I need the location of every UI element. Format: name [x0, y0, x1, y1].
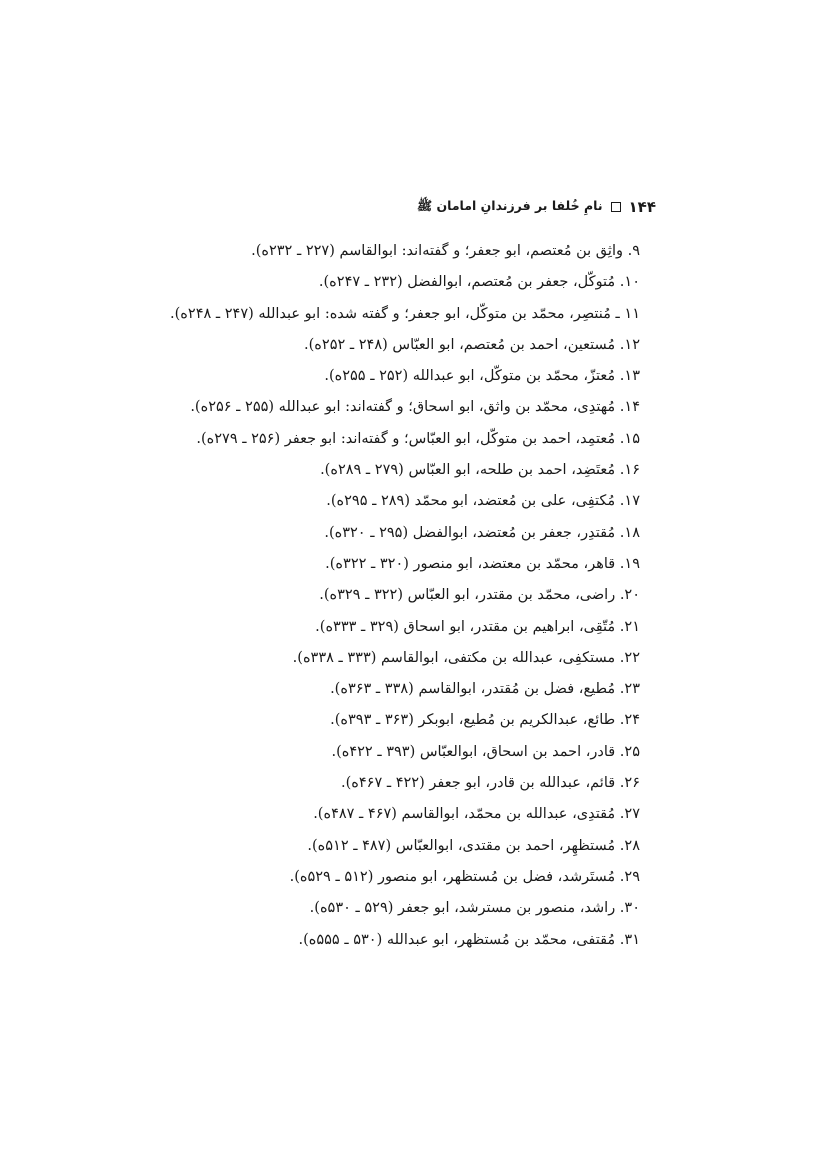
- list-item: ۱۷. مُکتفِی، علی بن مُعتضد، ابو محمّد (۲۸۹ ـ ۲۹۵ه).: [326, 493, 640, 510]
- list-item: ۱۲. مُستعین، احمد بن مُعتصم، ابو العبّاس (۲۴۸ ـ ۲۵۲ه).: [304, 336, 640, 353]
- page-header: [417, 196, 656, 218]
- caliphs-list: [170, 236, 640, 956]
- square-outline-icon: [611, 202, 621, 212]
- list-item: ۲۰. راضی، محمّد بن مقتدر، ابو العبّاس (۳۲۲ ـ ۳۲۹ه).: [319, 587, 640, 604]
- list-item: ۲۳. مُطیع، فضل بن مُقتدر، ابوالقاسم (۳۳۸ ـ ۳۶۳ه).: [330, 681, 640, 698]
- list-item: ۱۳. مُعتزّ، محمّد بن متوکّل، ابو عبدالله (۲۵۲ ـ ۲۵۵ه).: [324, 368, 640, 385]
- list-item: ۱۹. قاهر، محمّد بن معتضد، ابو منصور (۳۲۰ ـ ۳۲۲ه).: [325, 555, 640, 572]
- list-item: ۱۸. مُقتدِر، جعفر بن مُعتضد، ابوالفضل (۲۹۵ ـ ۳۲۰ه).: [324, 524, 640, 541]
- list-item: ۲۹. مُستَرشد، فضل بن مُستظهر، ابو منصور (۵۱۲ ـ ۵۲۹ه).: [289, 868, 640, 885]
- page-number: ۱۴۴: [628, 198, 656, 216]
- list-item: ۲۴. طائع، عبدالکریم بن مُطیع، ابوبکر (۳۶۳ ـ ۳۹۳ه).: [330, 712, 640, 729]
- list-item: ۲۷. مُقتدِی، عبدالله بن محمّد، ابوالقاسم (۴۶۷ ـ ۴۸۷ه).: [313, 806, 640, 823]
- list-item: ۲۸. مُستظهِر، احمد بن مقتدی، ابوالعبّاس (۴۸۷ ـ ۵۱۲ه).: [307, 837, 640, 854]
- list-item: ۳۱. مُقتفی، محمّد بن مُستظهر، ابو عبدالله (۵۳۰ ـ ۵۵۵ه).: [298, 931, 640, 948]
- list-item: ۳۰. راشد، منصور بن مسترشد، ابو جعفر (۵۲۹ ـ ۵۳۰ه).: [309, 900, 640, 917]
- running-title: نامِ خُلفا بر فرزندانِ امامان ﷺ: [417, 197, 603, 213]
- list-item: ۲۱. مُتّقِی، ابراهیم بن مقتدر، ابو اسحاق (۳۲۹ ـ ۳۳۳ه).: [315, 618, 640, 635]
- list-item: ۱۰. مُتوکّل، جعفر بن مُعتصم، ابوالفضل (۲۳۲ ـ ۲۴۷ه).: [318, 274, 640, 291]
- list-item: ۱۶. مُعتَضِد، احمد بن طلحه، ابو العبّاس (۲۷۹ ـ ۲۸۹ه).: [320, 462, 640, 479]
- list-item: ۲۲. مستکفِی، عبدالله بن مکتفی، ابوالقاسم (۳۳۳ ـ ۳۳۸ه).: [292, 649, 640, 666]
- list-item: ۲۶. قائم، عبدالله بن قادر، ابو جعفر (۴۲۲ ـ ۴۶۷ه).: [341, 775, 640, 792]
- list-item: ۲۵. قادر، احمد بن اسحاق، ابوالعبّاس (۳۹۳ ـ ۴۲۲ه).: [331, 743, 640, 760]
- list-item: ۹. واثِق بن مُعتصم، ابو جعفر؛ و گفته‌اند: ابوالقاسم (۲۲۷ ـ ۲۳۲ه).: [251, 243, 640, 259]
- list-item: ۱۴. مُهتدِی، محمّد بن واثق، ابو اسحاق؛ و گفته‌اند: ابو عبدالله (۲۵۵ ـ ۲۵۶ه).: [190, 399, 640, 416]
- list-item: ۱۵. مُعتمِد، احمد بن متوکّل، ابو العبّاس؛ و گفته‌اند: ابو جعفر (۲۵۶ ـ ۲۷۹ه).: [196, 430, 640, 447]
- list-item: ۱۱ ـ مُنتصِر، محمّد بن متوکّل، ابو جعفر؛ و گفته شده: ابو عبدالله (۲۴۷ ـ ۲۴۸ه).: [170, 305, 640, 322]
